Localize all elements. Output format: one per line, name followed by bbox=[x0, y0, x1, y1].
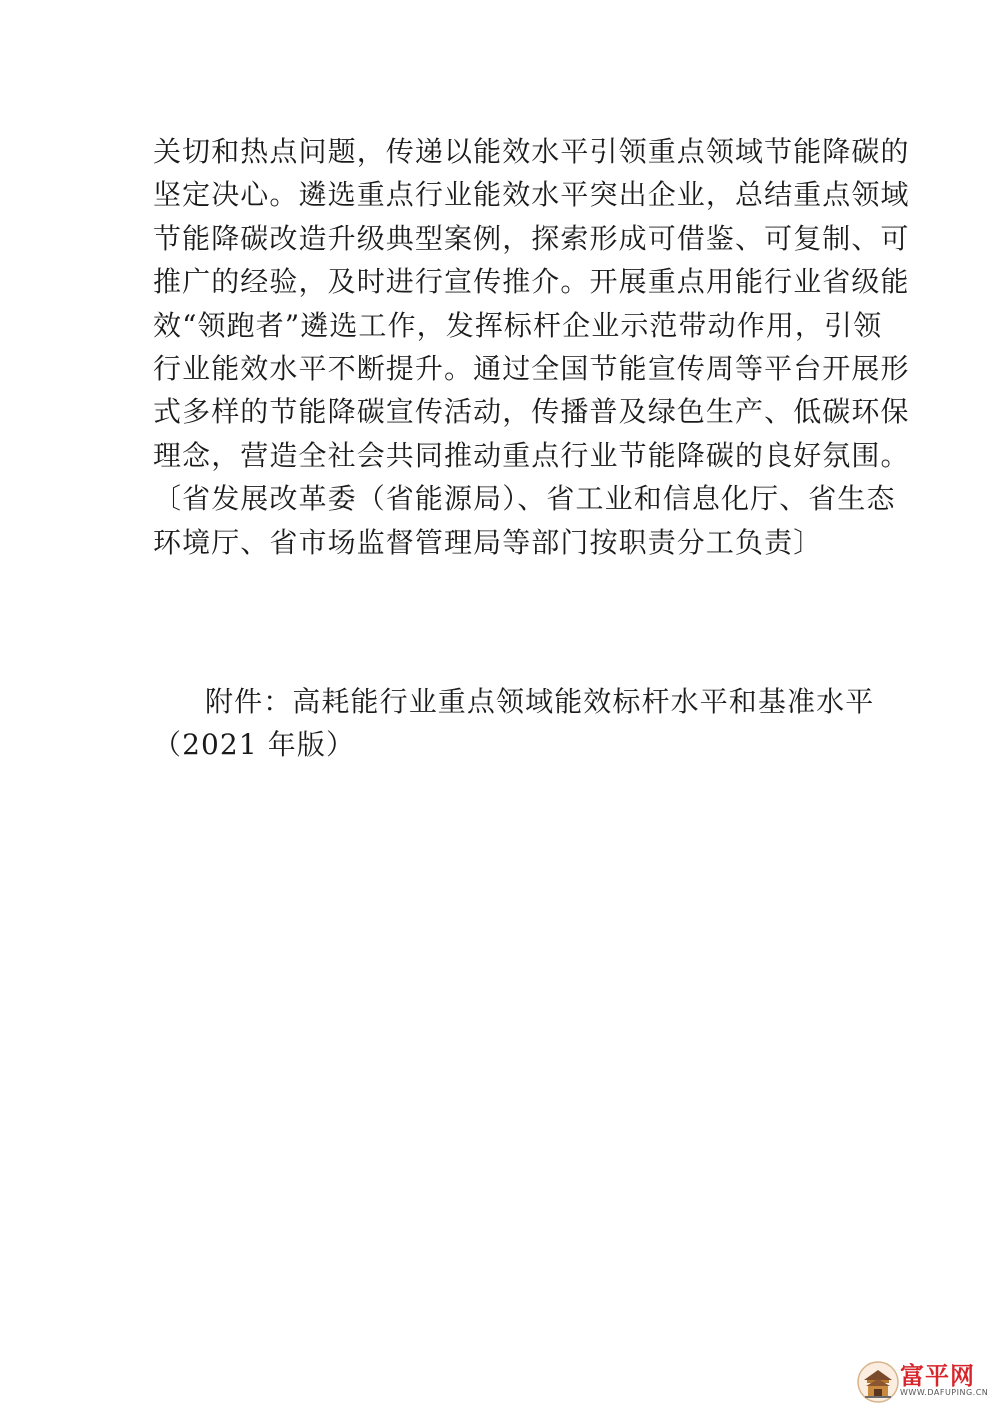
body-line: 环境厅、省市场监督管理局等部门按职责分工负责〕 bbox=[153, 525, 823, 559]
attachment-edition: （2021 年版） bbox=[153, 728, 356, 762]
body-line: 推广的经验，及时进行宣传推介。开展重点用能行业省级能 bbox=[153, 265, 910, 299]
body-line: 〔省发展改革委（省能源局）、省工业和信息化厅、省生态 bbox=[153, 482, 896, 516]
pagoda-gate-icon bbox=[856, 1360, 900, 1404]
watermark-title: 富平网 bbox=[900, 1362, 975, 1390]
site-watermark bbox=[856, 1356, 989, 1408]
body-line: 行业能效水平不断提升。通过全国节能宣传周等平台开展形 bbox=[153, 351, 910, 385]
attachment-note bbox=[153, 680, 875, 767]
body-line: 效“领跑者”遴选工作，发挥标杆企业示范带动作用，引领 bbox=[153, 308, 883, 342]
body-line: 坚定决心。遴选重点行业能效水平突出企业，总结重点领域 bbox=[153, 178, 910, 212]
watermark-url: WWW.DAFUPING.CN bbox=[900, 1388, 989, 1397]
body-line: 理念，营造全社会共同推动重点行业节能降碳的良好氛围。 bbox=[153, 438, 910, 472]
body-line: 关切和热点问题，传递以能效水平引领重点领域节能降碳的 bbox=[153, 135, 910, 168]
body-line: 节能降碳改造升级典型案例，探索形成可借鉴、可复制、可 bbox=[153, 221, 910, 255]
body-paragraph bbox=[153, 130, 910, 564]
body-line: 式多样的节能降碳宣传活动，传播普及绿色生产、低碳环保 bbox=[153, 395, 910, 429]
attachment-title: 附件：高耗能行业重点领域能效标杆水平和基准水平 bbox=[205, 685, 875, 718]
